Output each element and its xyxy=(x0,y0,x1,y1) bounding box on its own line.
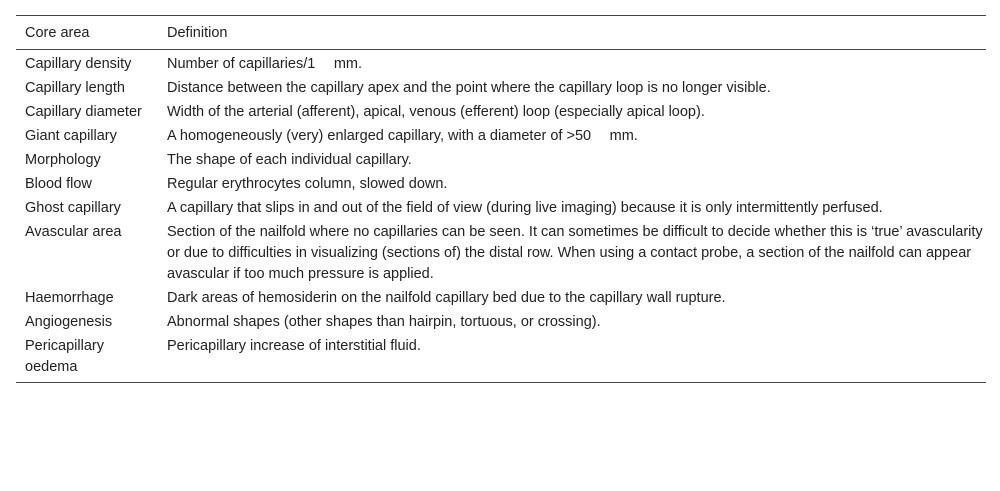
header-row xyxy=(16,16,986,50)
definition-cell: Pericapillary increase of interstitial fluid. xyxy=(167,338,421,354)
table-row xyxy=(16,125,986,149)
definition-cell: The shape of each individual capillary. xyxy=(167,152,412,168)
core-area-cell: Capillary length xyxy=(25,80,125,96)
definition-cell: Dark areas of hemosiderin on the nailfold capillary bed due to the capillary wall rupture. xyxy=(167,290,726,306)
definition-cell: Section of the nailfold where no capillaries can be seen. It can sometimes be difficult to decide whether this is ‘true’ avascularity or due to difficulties in visualizing (sections of) the distal row. When using a contact probe, a section of the nailfold can appear avascular if too much pressure is applied. xyxy=(167,224,983,282)
table-row xyxy=(16,173,986,197)
table-header xyxy=(16,16,986,50)
core-area-cell: Capillary density xyxy=(25,56,132,72)
table-row xyxy=(16,197,986,221)
table-row xyxy=(16,311,986,335)
core-area-cell: Morphology xyxy=(25,152,101,168)
header-core-area: Core area xyxy=(25,25,90,41)
table-row xyxy=(16,101,986,125)
definition-cell: Width of the arterial (afferent), apical, venous (efferent) loop (especially apical loop). xyxy=(167,104,705,120)
table-row xyxy=(16,149,986,173)
header-definition: Definition xyxy=(167,25,228,41)
definitions-table xyxy=(16,15,986,383)
table-row xyxy=(16,287,986,311)
definition-cell: Number of capillaries/1 mm. xyxy=(167,56,362,72)
definition-cell: Abnormal shapes (other shapes than hairpin, tortuous, or crossing). xyxy=(167,314,601,330)
table-row xyxy=(16,50,986,78)
definition-cell: A homogeneously (very) enlarged capillary, with a diameter of >50 mm. xyxy=(167,128,638,144)
definition-cell: Distance between the capillary apex and the point where the capillary loop is no longer visible. xyxy=(167,80,771,96)
core-area-cell: Ghost capillary xyxy=(25,200,121,216)
table-row xyxy=(16,335,986,383)
core-area-cell: Angiogenesis xyxy=(25,314,113,330)
core-area-cell: Avascular area xyxy=(25,224,122,240)
table-container xyxy=(16,15,986,383)
core-area-cell: Pericapillary oedema xyxy=(25,338,104,375)
table-row xyxy=(16,221,986,287)
definition-cell: A capillary that slips in and out of the field of view (during live imaging) because it is only intermittently perfused. xyxy=(167,200,883,216)
table-row xyxy=(16,77,986,101)
core-area-cell: Blood flow xyxy=(25,176,92,192)
table-body xyxy=(16,50,986,383)
definition-cell: Regular erythrocytes column, slowed down. xyxy=(167,176,448,192)
core-area-cell: Haemorrhage xyxy=(25,290,114,306)
core-area-cell: Capillary diameter xyxy=(25,104,142,120)
core-area-cell: Giant capillary xyxy=(25,128,117,144)
